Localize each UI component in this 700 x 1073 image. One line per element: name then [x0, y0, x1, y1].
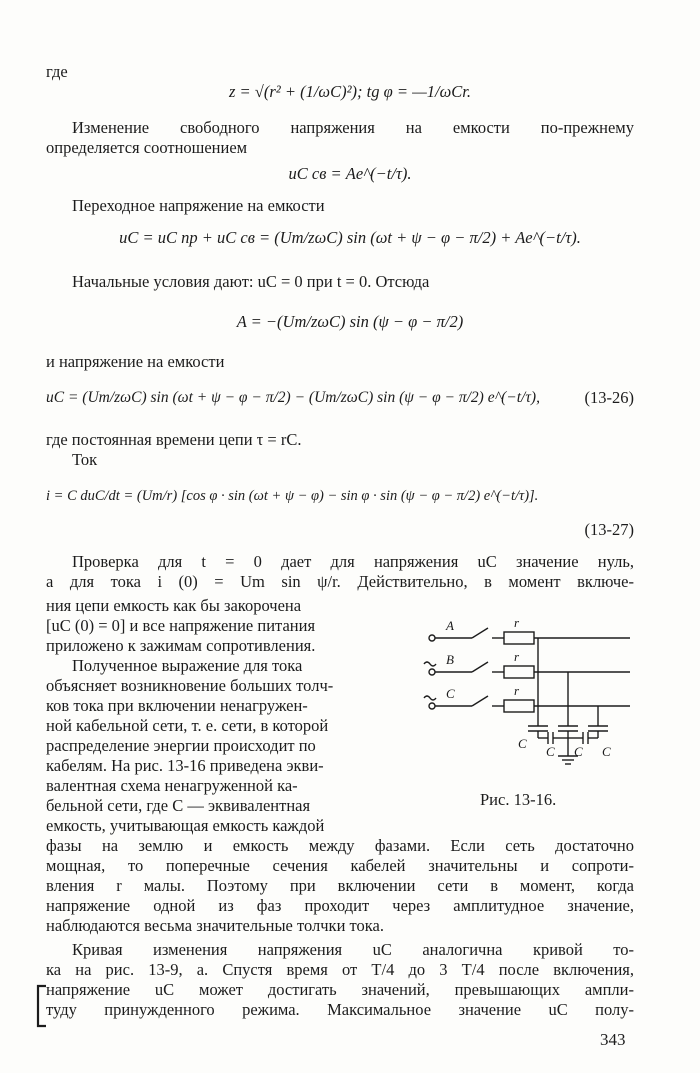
label-capacitor: C [518, 736, 527, 751]
text-line: Полученное выражение для тока [72, 656, 303, 675]
resistor-b [504, 666, 534, 678]
text-line: вления r малы. Поэтому при включении сети в момент, когда [46, 876, 634, 895]
terminal-c [429, 703, 435, 709]
text-line: приложено к зажимам сопротивления. [46, 636, 316, 655]
text-line: бельной сети, где C — эквивалентная [46, 796, 311, 815]
text-line: туду принужденного режима. Максимальное значение uC полу- [46, 1000, 634, 1019]
switch-a [472, 628, 488, 638]
terminal-a [429, 635, 435, 641]
label-capacitor: C [574, 744, 583, 759]
text-line: Ток [72, 450, 98, 469]
equation-label-13-26: (13-26) [584, 388, 634, 407]
text-line: где [46, 62, 68, 81]
text-line: объясняет возникновение больших толч- [46, 676, 334, 695]
switch-c [472, 696, 488, 706]
label-phase-c: C [446, 686, 455, 701]
text-line: наблюдаются весьма значительные толчки тока. [46, 916, 384, 935]
text-line: [uC (0) = 0] и все напряжение питания [46, 616, 316, 635]
text-line: а для тока i (0) = Um sin ψ/r. Действительно, в момент включе- [46, 572, 634, 591]
text-line: емкость, учитывающая емкость каждой [46, 816, 325, 835]
label-capacitor: C [602, 744, 611, 759]
text-line: ка на рис. 13-9, а. Спустя время от T/4 до 3 T/4 после включения, [46, 960, 634, 979]
formula-z-tg: z = √(r² + (1/ωC)²); tg φ = —1/ωCr. [229, 82, 471, 101]
text-line: Изменение свободного напряжения на емкости по-прежнему [72, 118, 634, 137]
formula-uc-full: uC = (Um/zωC) sin (ωt + ψ − φ − π/2) − (Um/zωC) sin (ψ − φ − π/2) e^(−t/τ), [46, 389, 540, 406]
label-resistor-b: r [514, 649, 520, 664]
text-line: ния цепи емкость как бы закорочена [46, 596, 302, 615]
text-line: Кривая изменения напряжения uC аналогична кривой то- [72, 940, 634, 959]
label-phase-a: A [446, 618, 454, 633]
text-line: распределение энергии происходит по [46, 736, 316, 755]
text-line: Проверка для t = 0 дает для напряжения uC значение нуль, [72, 552, 634, 571]
text-line: Начальные условия дают: uC = 0 при t = 0. Отсюда [72, 272, 430, 291]
text-line: ков тока при включении ненагружен- [46, 696, 308, 715]
text-line: и напряжение на емкости [46, 352, 225, 371]
text-line: напряжение одной из фаз проходит через амплитудное значение, [46, 896, 634, 915]
text-line: где постоянная времени цепи τ = rC. [46, 430, 302, 449]
resistor-a [504, 632, 534, 644]
text-line: напряжение uC может достигать значений, превышающих ампли- [46, 980, 634, 999]
text-line: Переходное напряжение на емкости [72, 196, 325, 215]
text-line: ной кабельной сети, т. е. сети, в которой [46, 716, 329, 735]
switch-b [472, 662, 488, 672]
text-line: мощная, то поперечные сечения кабелей значительны и сопроти- [46, 856, 634, 875]
label-phase-b: B [446, 652, 454, 667]
formula-uc-transient: uC = uC пр + uC св = (Um/zωC) sin (ωt + ψ − φ − π/2) + Ae^(−t/τ). [119, 228, 581, 247]
formula-uc-sv: uC св = Ae^(−t/τ). [288, 164, 412, 183]
resistor-c [504, 700, 534, 712]
formula-a: A = −(Um/zωC) sin (ψ − φ − π/2) [236, 312, 464, 331]
label-resistor-c: r [514, 683, 520, 698]
text-line: валентная схема ненагруженной ка- [46, 776, 298, 795]
formula-current: i = C duC/dt = (Um/r) [cos φ · sin (ωt + ψ − φ) − sin φ · sin (ψ − φ − π/2) e^(−t/τ)]. [46, 488, 539, 504]
label-capacitor: C [546, 744, 555, 759]
terminal-b [429, 669, 435, 675]
figure-caption: Рис. 13-16. [480, 790, 557, 809]
equation-label-13-27: (13-27) [584, 520, 634, 539]
label-resistor-a: r [514, 615, 520, 630]
text-line: кабелям. На рис. 13-16 приведена экви- [46, 756, 324, 775]
circuit-figure [422, 608, 636, 776]
text-line: фазы на землю и емкость между фазами. Если сеть достаточно [46, 836, 634, 855]
page-number: 343 [600, 1030, 626, 1049]
margin-bracket-mark [34, 984, 48, 1028]
text-line: определяется соотношением [46, 138, 248, 157]
